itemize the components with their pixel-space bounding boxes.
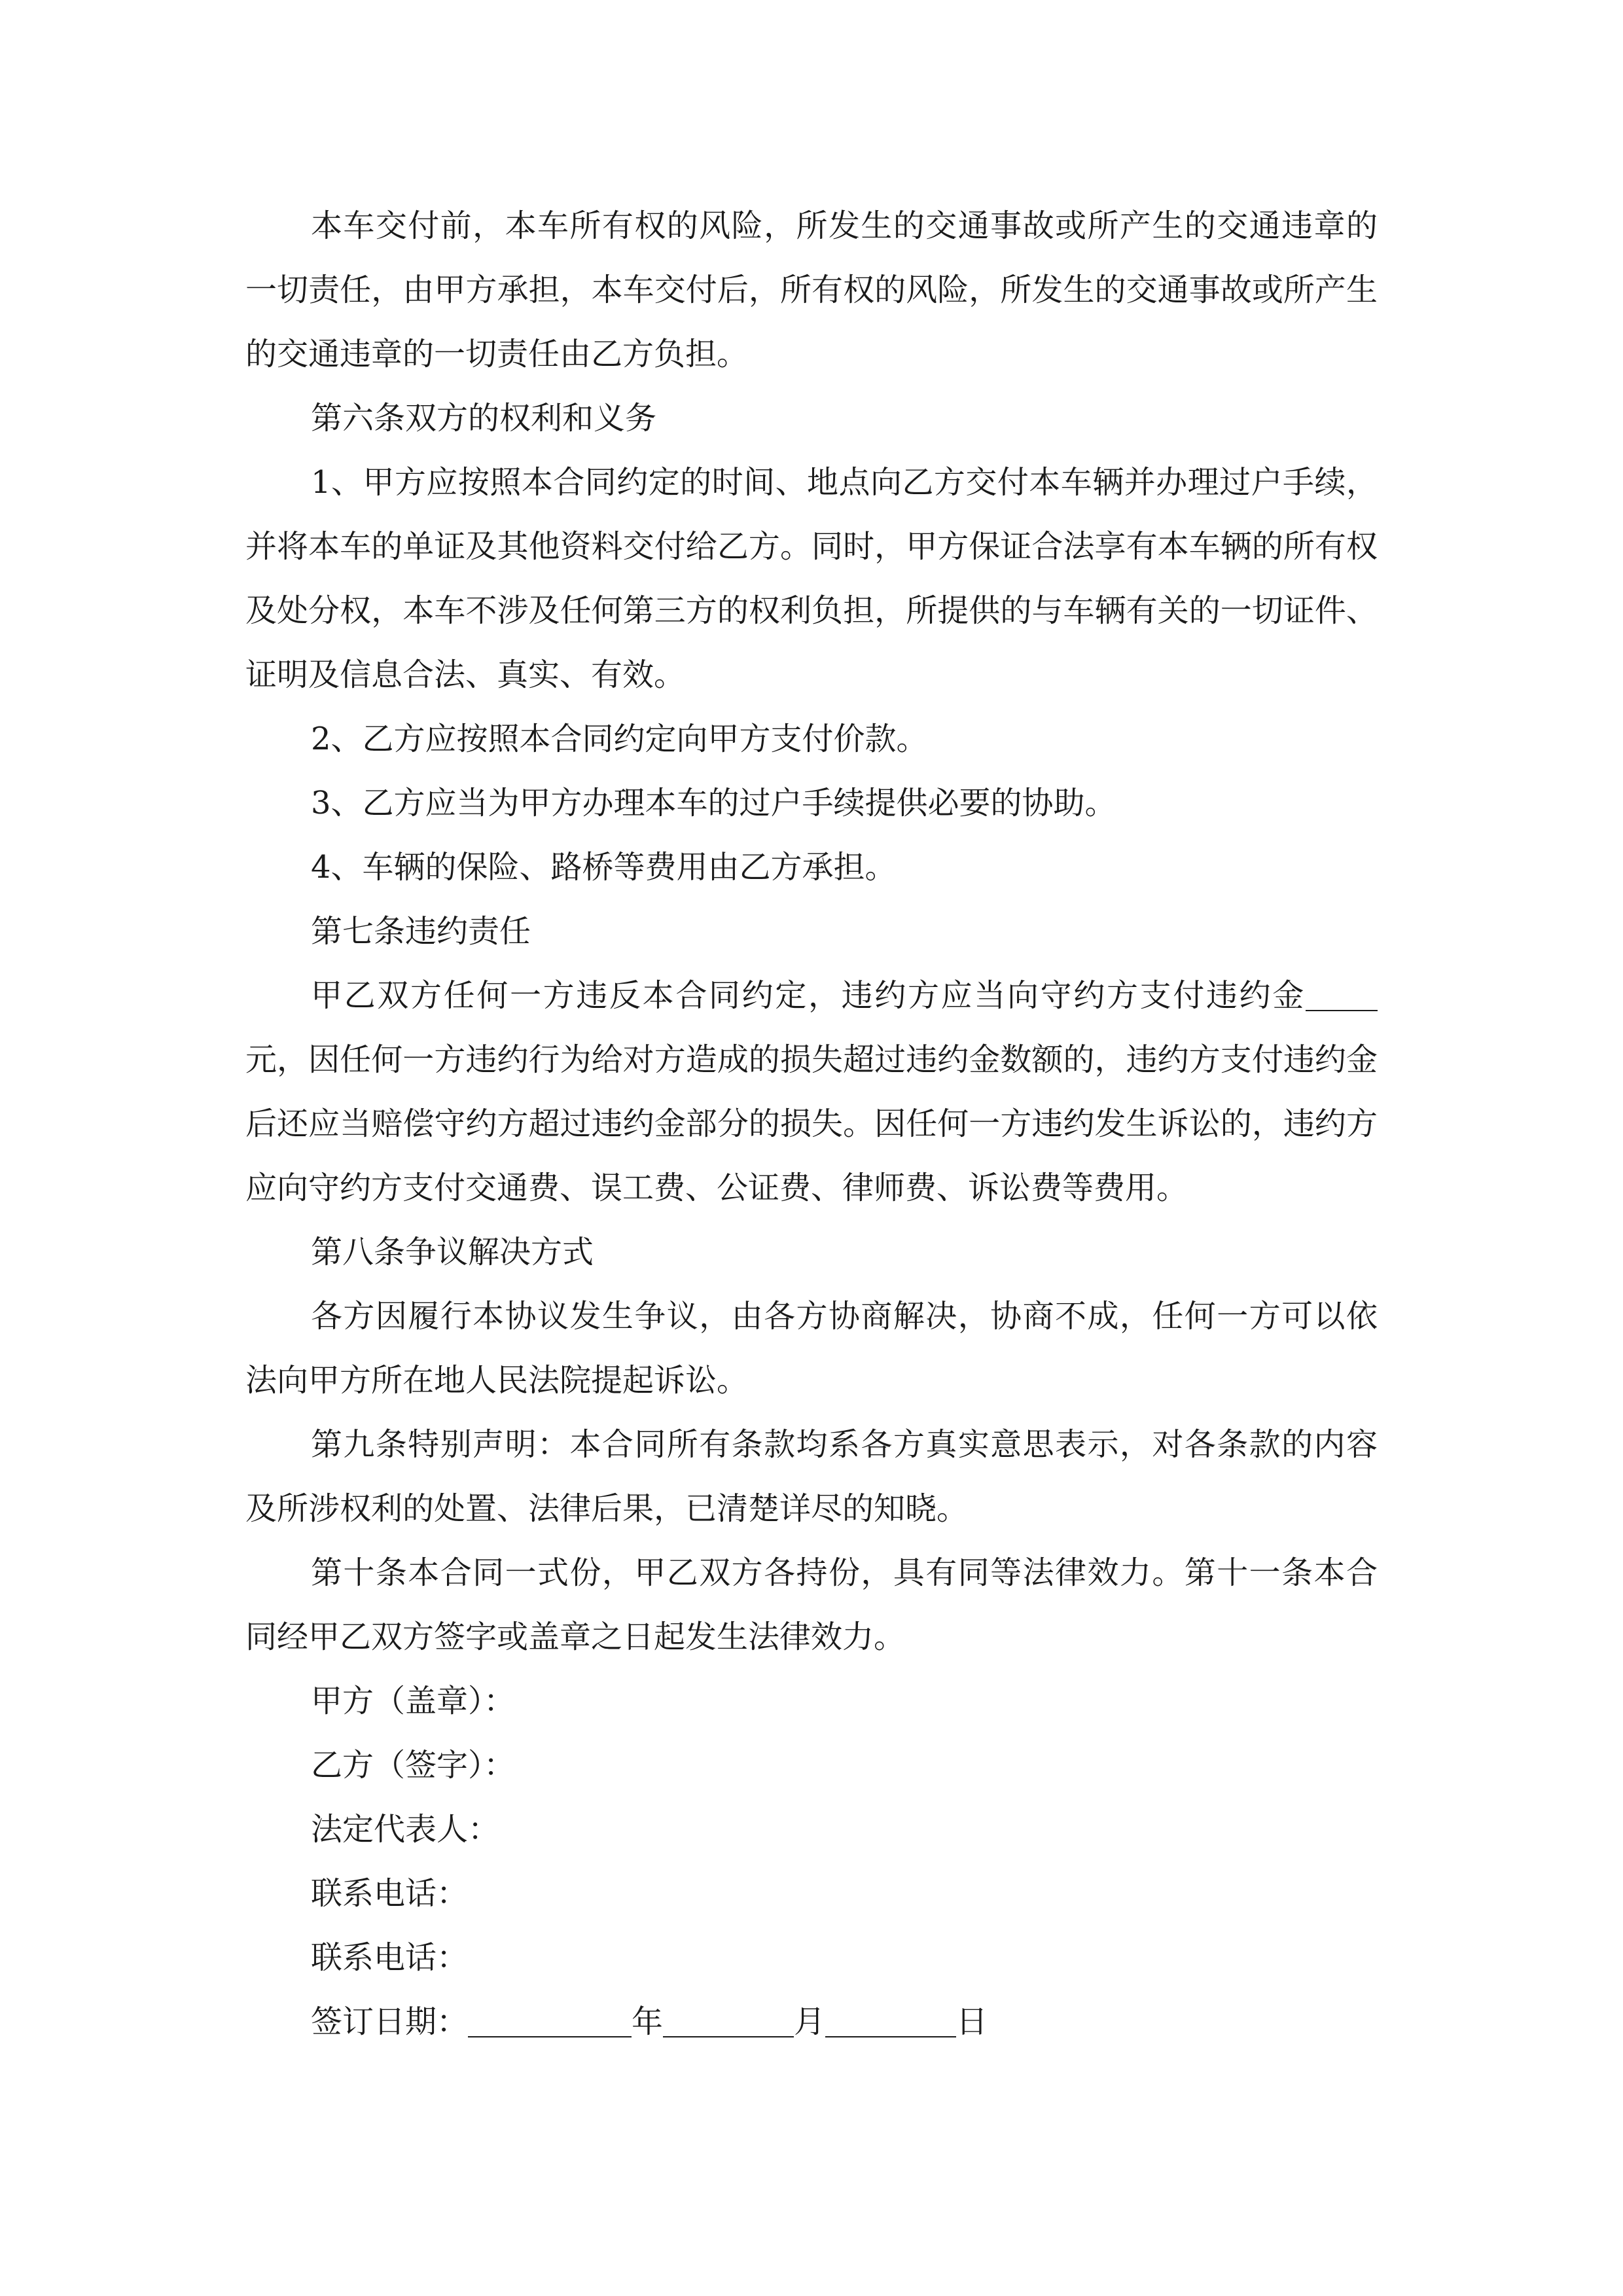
heading-article-6: 第六条双方的权利和义务 — [311, 400, 657, 437]
heading-article-7: 第七条违约责任 — [311, 913, 531, 950]
signature-legal-rep: 法定代表人： — [311, 1811, 500, 1848]
paragraph-article-6-item-1: 1、甲方应按照本合同约定的时间、地点向乙方交付本车辆并办理过户手续，并将本车的单证及其他资料交付给乙方。同时，甲方保证合法享有本车辆的所有权及处分权，本车不涉及任何第三方的权利负担，所提供的与车辆有关的一切证件、证明及信息合法、真实、有效。 — [245, 464, 1378, 693]
month-label: 月 — [794, 2003, 826, 2040]
year-label: 年 — [632, 2003, 664, 2040]
day-blank — [825, 1997, 956, 2037]
year-blank — [468, 1997, 632, 2037]
paragraph-article-9: 第九条特别声明：本合同所有条款均系各方真实意思表示，对各条款的内容及所涉权利的处置、法律后果，已清楚详尽的知晓。 — [245, 1426, 1378, 1527]
paragraph-article-7 — [245, 963, 1378, 1220]
paragraph-article-10-11: 第十条本合同一式份，甲乙双方各持份，具有同等法律效力。第十一条本合同经甲乙双方签字或盖章之日起发生法律效力。 — [245, 1554, 1378, 1655]
signature-party-b: 乙方（签字）： — [311, 1747, 516, 1784]
month-blank — [663, 1997, 794, 2037]
paragraph-article-6-item-2: 2、乙方应按照本合同约定向甲方支付价款。 — [311, 721, 928, 757]
signature-date-line — [245, 1990, 1378, 2054]
signature-party-a: 甲方（盖章）： — [311, 1683, 516, 1719]
signature-phone-2: 联系电话： — [311, 1939, 469, 1976]
heading-article-8: 第八条争议解决方式 — [311, 1234, 594, 1270]
penalty-amount-blank — [1306, 971, 1378, 1011]
signature-phone-1: 联系电话： — [311, 1875, 469, 1912]
article-7-text-b: 元，因任何一方违约行为给对方造成的损失超过违约金数额的，违约方支付违约金后还应当赔偿守约方超过违约金部分的损失。因任何一方违约发生诉讼的，违约方应向守约方支付交通费、误工费、公证费、律师费、诉讼费等费用。 — [245, 1041, 1378, 1206]
date-label: 签订日期： — [311, 2003, 469, 2040]
paragraph-risk-transfer: 本车交付前，本车所有权的风险，所发生的交通事故或所产生的交通违章的一切责任，由甲方承担，本车交付后，所有权的风险，所发生的交通事故或所产生的交通违章的一切责任由乙方负担。 — [245, 207, 1378, 372]
paragraph-article-6-item-3: 3、乙方应当为甲方办理本车的过户手续提供必要的协助。 — [311, 785, 1116, 821]
day-label: 日 — [956, 2003, 988, 2040]
paragraph-article-8: 各方因履行本协议发生争议，由各方协商解决，协商不成，任何一方可以依法向甲方所在地人民法院提起诉讼。 — [245, 1298, 1378, 1399]
paragraph-article-6-item-4: 4、车辆的保险、路桥等费用由乙方承担。 — [311, 849, 897, 886]
article-7-text-a: 甲乙双方任何一方违反本合同约定，违约方应当向守约方支付违约金 — [311, 977, 1306, 1014]
contract-body — [245, 194, 1378, 2054]
